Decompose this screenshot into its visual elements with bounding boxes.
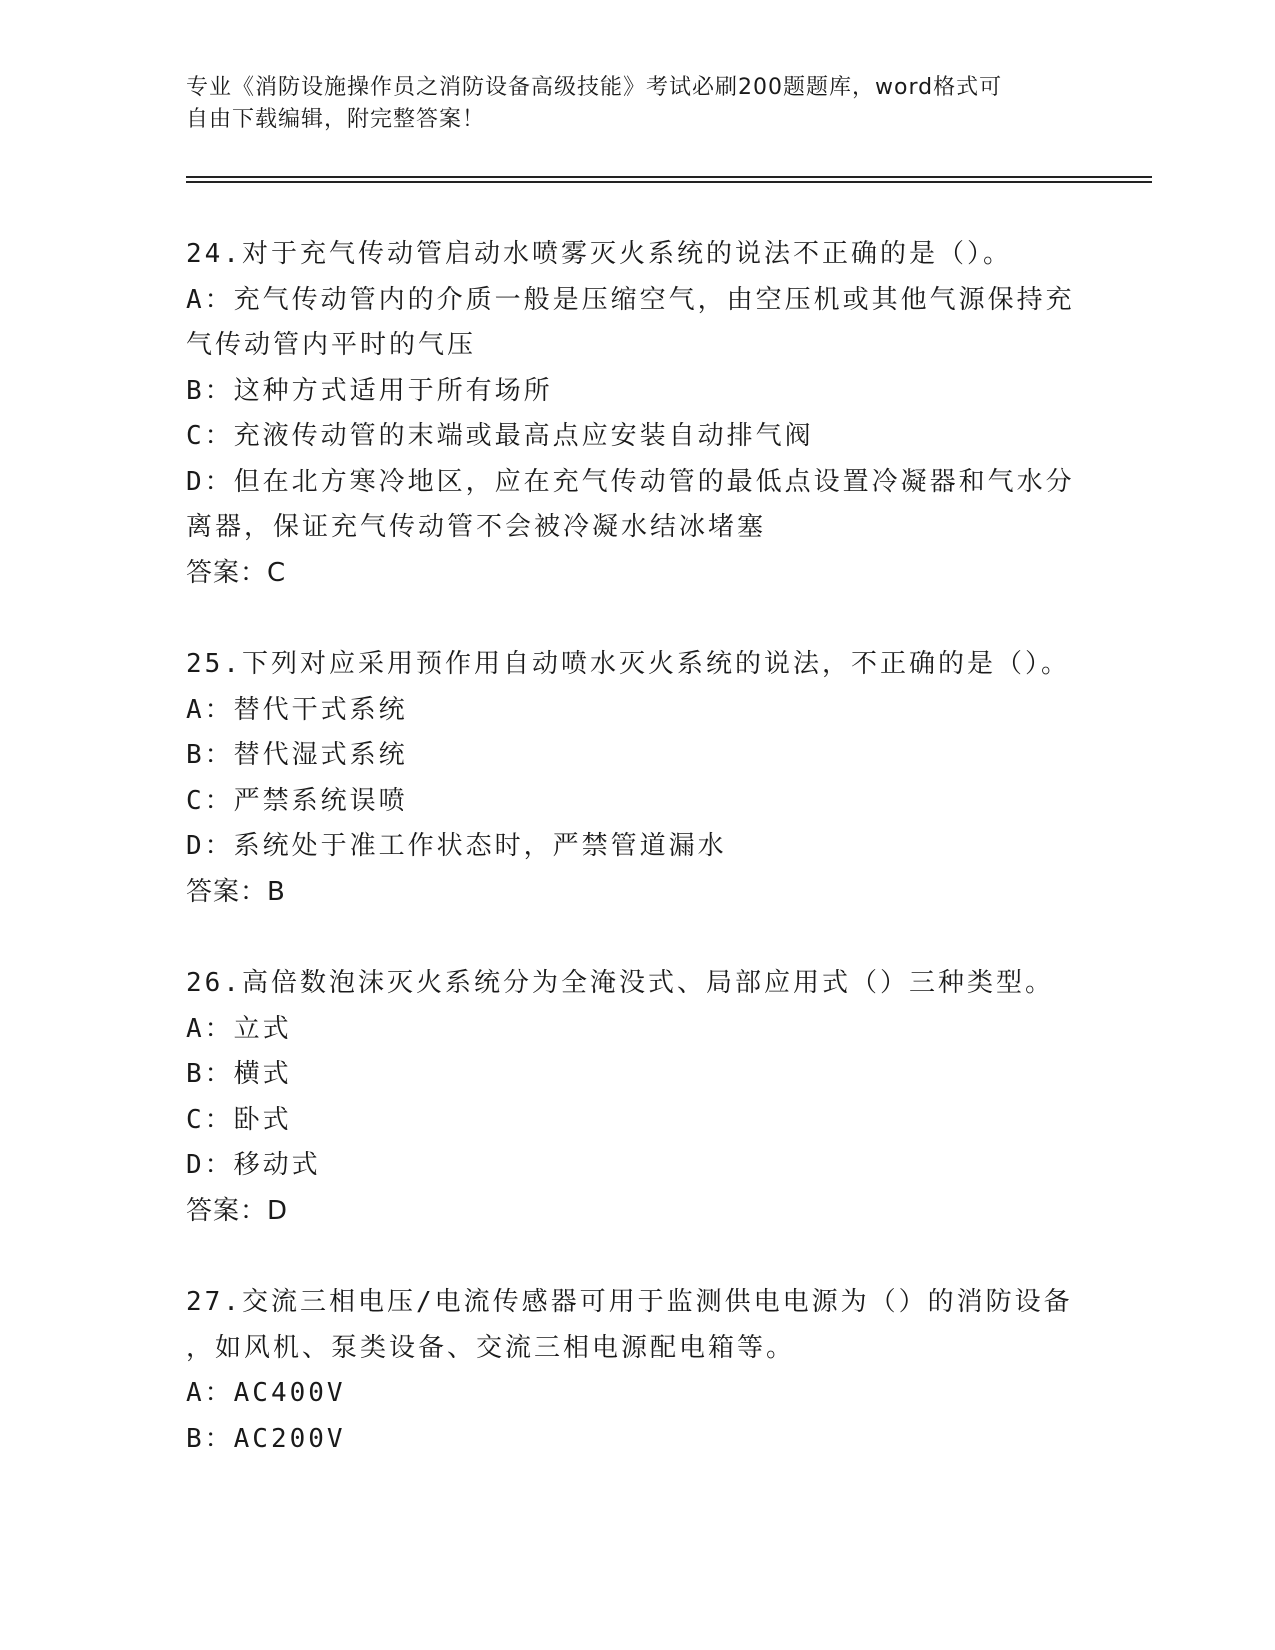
question-block (186, 1280, 1086, 1462)
question-spacer (186, 915, 1086, 961)
question-option: 离器，保证充气传动管不会被冷凝水结冰堵塞 (186, 512, 767, 542)
question-option: D：系统处于准工作状态时，严禁管道漏水 (186, 831, 727, 861)
question-option: C：卧式 (186, 1104, 292, 1135)
question-option: B：横式 (186, 1059, 292, 1089)
question-stem: ，如风机、泵类设备、交流三相电源配电箱等。 (186, 1332, 796, 1363)
question-option: C：充液传动管的末端或最高点应安装自动排气阀 (186, 421, 814, 451)
question-option: B：这种方式适用于所有场所 (186, 375, 553, 406)
header-divider (186, 176, 1152, 178)
question-block (186, 642, 1086, 915)
question-stem: 25.下列对应采用预作用自动喷水灭火系统的说法，不正确的是（）。 (186, 649, 1070, 679)
question-option: B：替代湿式系统 (186, 740, 408, 770)
question-spacer (186, 1234, 1086, 1280)
question-option: D：但在北方寒冷地区，应在充气传动管的最低点设置冷凝器和气水分 (186, 466, 1075, 497)
question-stem: 27.交流三相电压/电流传感器可用于监测供电电源为（）的消防设备 (186, 1287, 1073, 1317)
question-option: 气传动管内平时的气压 (186, 330, 477, 360)
header-line: 自由下载编辑，附完整答案！ (186, 107, 486, 132)
question-spacer (186, 596, 1086, 642)
question-option: C：严禁系统误喷 (186, 785, 408, 816)
header-divider (186, 181, 1152, 183)
question-option: D：移动式 (186, 1150, 321, 1180)
question-option: A：AC400V (186, 1378, 346, 1408)
question-option: A：立式 (186, 1013, 292, 1044)
question-option: A：替代干式系统 (186, 694, 408, 725)
question-stem: 24.对于充气传动管启动水喷雾灭火系统的说法不正确的是（）。 (186, 239, 1012, 269)
question-block (186, 961, 1086, 1234)
question-answer: 答案：C (186, 557, 287, 588)
document-header (186, 72, 1086, 136)
question-option: B：AC200V (186, 1423, 346, 1454)
question-answer: 答案：B (186, 876, 286, 907)
header-line: 专业《消防设施操作员之消防设备高级技能》考试必刷200题题库，word格式可 (186, 75, 1003, 100)
question-block (186, 232, 1086, 596)
question-stem: 26.高倍数泡沫灭火系统分为全淹没式、局部应用式（）三种类型。 (186, 968, 1054, 998)
question-list (186, 232, 1086, 1462)
question-option: A：充气传动管内的介质一般是压缩空气，由空压机或其他气源保持充 (186, 284, 1075, 315)
question-answer: 答案：D (186, 1195, 289, 1226)
